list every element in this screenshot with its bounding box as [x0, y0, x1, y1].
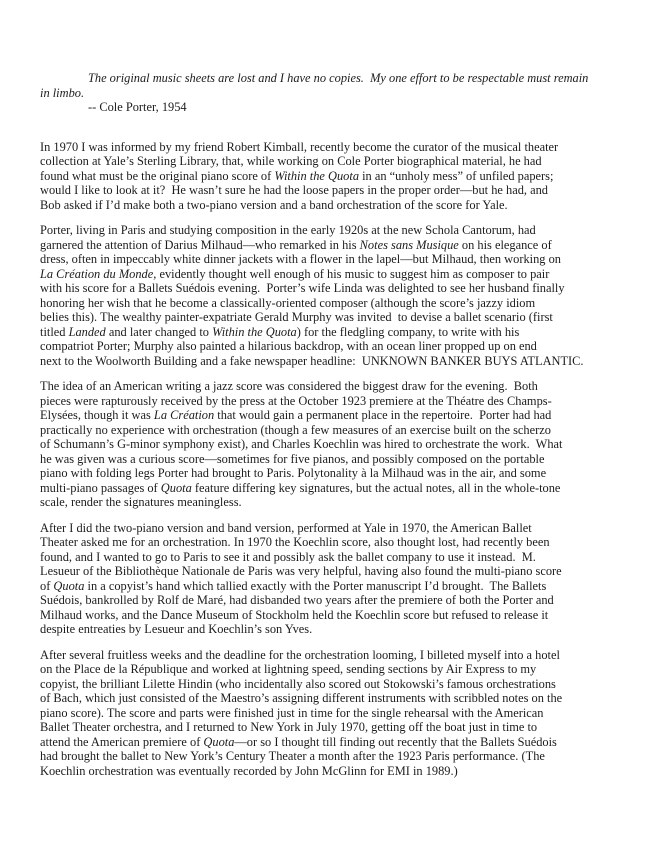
body-text: of [40, 578, 54, 593]
body-text: found, and I wanted to go to Paris to see it and possibly ask the ballet company to use it instead. M. [40, 549, 536, 564]
text-line [40, 223, 615, 238]
text-line [40, 339, 615, 354]
text-line [40, 495, 615, 510]
body-text: attend the American premiere of [40, 734, 204, 749]
body-text: practically no experience with orchestration (though a few measures of an exercise built on the scherzo [40, 422, 551, 437]
text-line [40, 622, 615, 637]
text-line [40, 252, 615, 267]
body-text: of Schumann’s G-minor symphony exist), and Charles Koechlin was hired to orchestrate the work. What [40, 437, 563, 451]
body-text: and later changed to [105, 324, 213, 339]
text-line [40, 481, 615, 496]
body-text: found what must be the original piano score of [40, 168, 275, 183]
body-text: with his score for a Ballets Suédois evening. Porter’s wife Linda was delighted to see her husband finally [40, 281, 565, 295]
text-line [40, 310, 615, 325]
italic-text: Quota [203, 734, 235, 749]
body-text: in a copyist’s hand which tallied exactly with the Porter manuscript I’d brought. The Ballets [84, 578, 547, 593]
text-line [40, 198, 615, 213]
italic-text: La Création [153, 408, 215, 422]
text-line [40, 154, 615, 169]
text-line [40, 100, 615, 115]
text-line [40, 466, 615, 481]
body-text: Suédois, bankrolled by Rolf de Maré, had disbanded two years after the premiere of both the Porter and [40, 593, 554, 607]
italic-text: La Création du Monde, [40, 266, 157, 281]
text-line [40, 764, 615, 779]
body-text: In 1970 I was informed by my friend Robert Kimball, recently become the curator of the musical theater [40, 139, 559, 154]
italic-text: Notes sans Musique [359, 237, 459, 252]
epigraph [40, 71, 615, 115]
body-text: After I did the two-piano version and band version, performed at Yale in 1970, the American Ballet [40, 520, 532, 535]
text-line [40, 691, 615, 706]
body-text: in an “unholy mess” of unfiled papers; [359, 168, 554, 183]
paragraph-1 [40, 140, 615, 213]
body-text: Bob asked if I’d make both a two-piano version and a band orchestration of the score for Yale. [40, 197, 508, 212]
body-text: Milhaud works, and the Dance Museum of Stockholm held the Koechlin score but refused to release it [40, 607, 549, 622]
body-text: Porter, living in Paris and studying composition in the early 1920s at the new Schola Cantorum, had [40, 223, 536, 237]
text-line [40, 662, 615, 677]
text-line [40, 325, 615, 340]
body-text: Koechlin orchestration was eventually recorded by John McGlinn for EMI in 1989.) [40, 763, 458, 778]
text-line [40, 452, 615, 467]
text-line [40, 550, 615, 565]
text-line [40, 579, 615, 594]
body-text: ) for the fledgling company, to write with his [296, 324, 520, 339]
document-body [40, 71, 615, 789]
text-line [40, 735, 615, 750]
italic-text: Within the Quota [212, 324, 297, 339]
text-line [40, 140, 615, 155]
body-text: would I like to look at it? He wasn’t sure he had the loose papers in the proper order—but he had, and [40, 183, 548, 197]
text-line [40, 749, 615, 764]
body-text: -- Cole Porter, 1954 [88, 100, 187, 114]
text-line [40, 354, 615, 369]
text-line [40, 535, 615, 550]
paragraph-4 [40, 521, 615, 637]
text-line [40, 521, 615, 536]
body-text: on the Place de la République and worked at lightning speed, sending sections by Air Express to my [40, 662, 537, 676]
body-text: scale, render the signatures meaningless. [40, 495, 242, 509]
text-line [40, 267, 615, 282]
text-line [40, 169, 615, 184]
text-line [40, 423, 615, 438]
text-line [40, 437, 615, 452]
body-text: Elysées, though it was [40, 408, 154, 422]
text-line [40, 564, 615, 579]
italic-text: The original music sheets are lost and I have no copies. My one effort to be respectable must remain [88, 71, 589, 85]
text-line [40, 394, 615, 409]
text-line [40, 281, 615, 296]
body-text: piano with folding legs Porter had brought to Paris. Polytonality à la Milhaud was in the air, and some [40, 466, 547, 480]
text-line [40, 86, 615, 101]
body-text: that would gain a permanent place in the repertoire. Porter had had [214, 408, 552, 422]
text-line [40, 183, 615, 198]
body-text: titled [40, 324, 69, 339]
paragraph-3 [40, 379, 615, 510]
body-text: had brought the ballet to New York’s Century Theater a month after the 1923 Paris performance. (The [40, 749, 545, 763]
italic-text: Quota [160, 480, 192, 495]
body-text: garnered the attention of Darius Milhaud—who remarked in his [40, 237, 360, 252]
italic-text: Quota [53, 578, 85, 593]
body-text: feature differing key signatures, but the actual notes, all in the whole-tone [191, 480, 561, 495]
text-line [40, 379, 615, 394]
italic-text: Within the Quota [274, 168, 360, 183]
text-line [40, 608, 615, 623]
body-text: piano score). The score and parts were finished just in time for the single rehearsal with the American [40, 705, 544, 720]
body-text: of Bach, which just consisted of the Maestro’s assigning different instruments with scribbled notes on the [40, 691, 563, 705]
body-text: Lesueur of the Bibliothèque Nationale de Paris was very helpful, having also found the multi-piano score [40, 564, 562, 578]
body-text: dress, often in impeccably white dinner jackets with a flower in the lapel—but Milhaud, then working on [40, 252, 561, 266]
text-line [40, 238, 615, 253]
text-line [40, 720, 615, 735]
body-text: he was given was a curious score—sometimes for five pianos, and possibly composed on the portable [40, 451, 545, 466]
body-text: next to the Woolworth Building and a fake newspaper headline: UNKNOWN BANKER BUYS ATLANTIC. [40, 353, 584, 368]
body-text: multi-piano passages of [40, 480, 161, 495]
text-line [40, 648, 615, 663]
body-text: Theater asked me for an orchestration. In 1970 the Koechlin score, also thought lost, had recently been [40, 535, 550, 549]
body-text: despite entreaties by Lesueur and Koechlin’s son Yves. [40, 622, 313, 636]
italic-text: in limbo. [40, 85, 85, 100]
body-text: honoring her wish that he become a classically-oriented composer (although the score’s jazzy idiom [40, 295, 536, 310]
body-text: on his elegance of [458, 237, 552, 252]
text-line [40, 677, 615, 692]
body-text: After several fruitless weeks and the deadline for the orchestration looming, I billeted myself into a hotel [40, 647, 560, 662]
text-line [40, 706, 615, 721]
text-line [40, 71, 615, 86]
body-text: collection at Yale’s Sterling Library, that, while working on Cole Porter biographical material, he had [40, 154, 542, 168]
body-text: compatriot Porter; Murphy also painted a hilarious backdrop, with an ocean liner propped up on end [40, 339, 537, 353]
body-text: —or so I thought till finding out recently that the Ballets Suédois [234, 734, 557, 749]
text-line [40, 296, 615, 311]
body-text: copyist, the brilliant Lilette Hindin (who incidentally also scored out Stokowski’s famous orchestrations [40, 676, 556, 691]
paragraph-5 [40, 648, 615, 779]
italic-text: Landed [68, 324, 106, 339]
body-text: pieces were rapturously received by the press at the October 1923 premiere at the Théatre des Champs- [40, 393, 552, 408]
text-line [40, 593, 615, 608]
body-text: Ballet Theater orchestra, and I returned to New York in July 1970, getting off the boat just in time to [40, 720, 538, 734]
paragraph-2 [40, 223, 615, 368]
body-text: evidently thought well enough of his music to suggest him as composer to pair [156, 266, 550, 281]
body-text: The idea of an American writing a jazz score was considered the biggest draw for the evening. Both [40, 379, 538, 393]
body-text: belies this). The wealthy painter-expatriate Gerald Murphy was invited to devise a ballet scenario (first [40, 310, 553, 324]
text-line [40, 408, 615, 423]
